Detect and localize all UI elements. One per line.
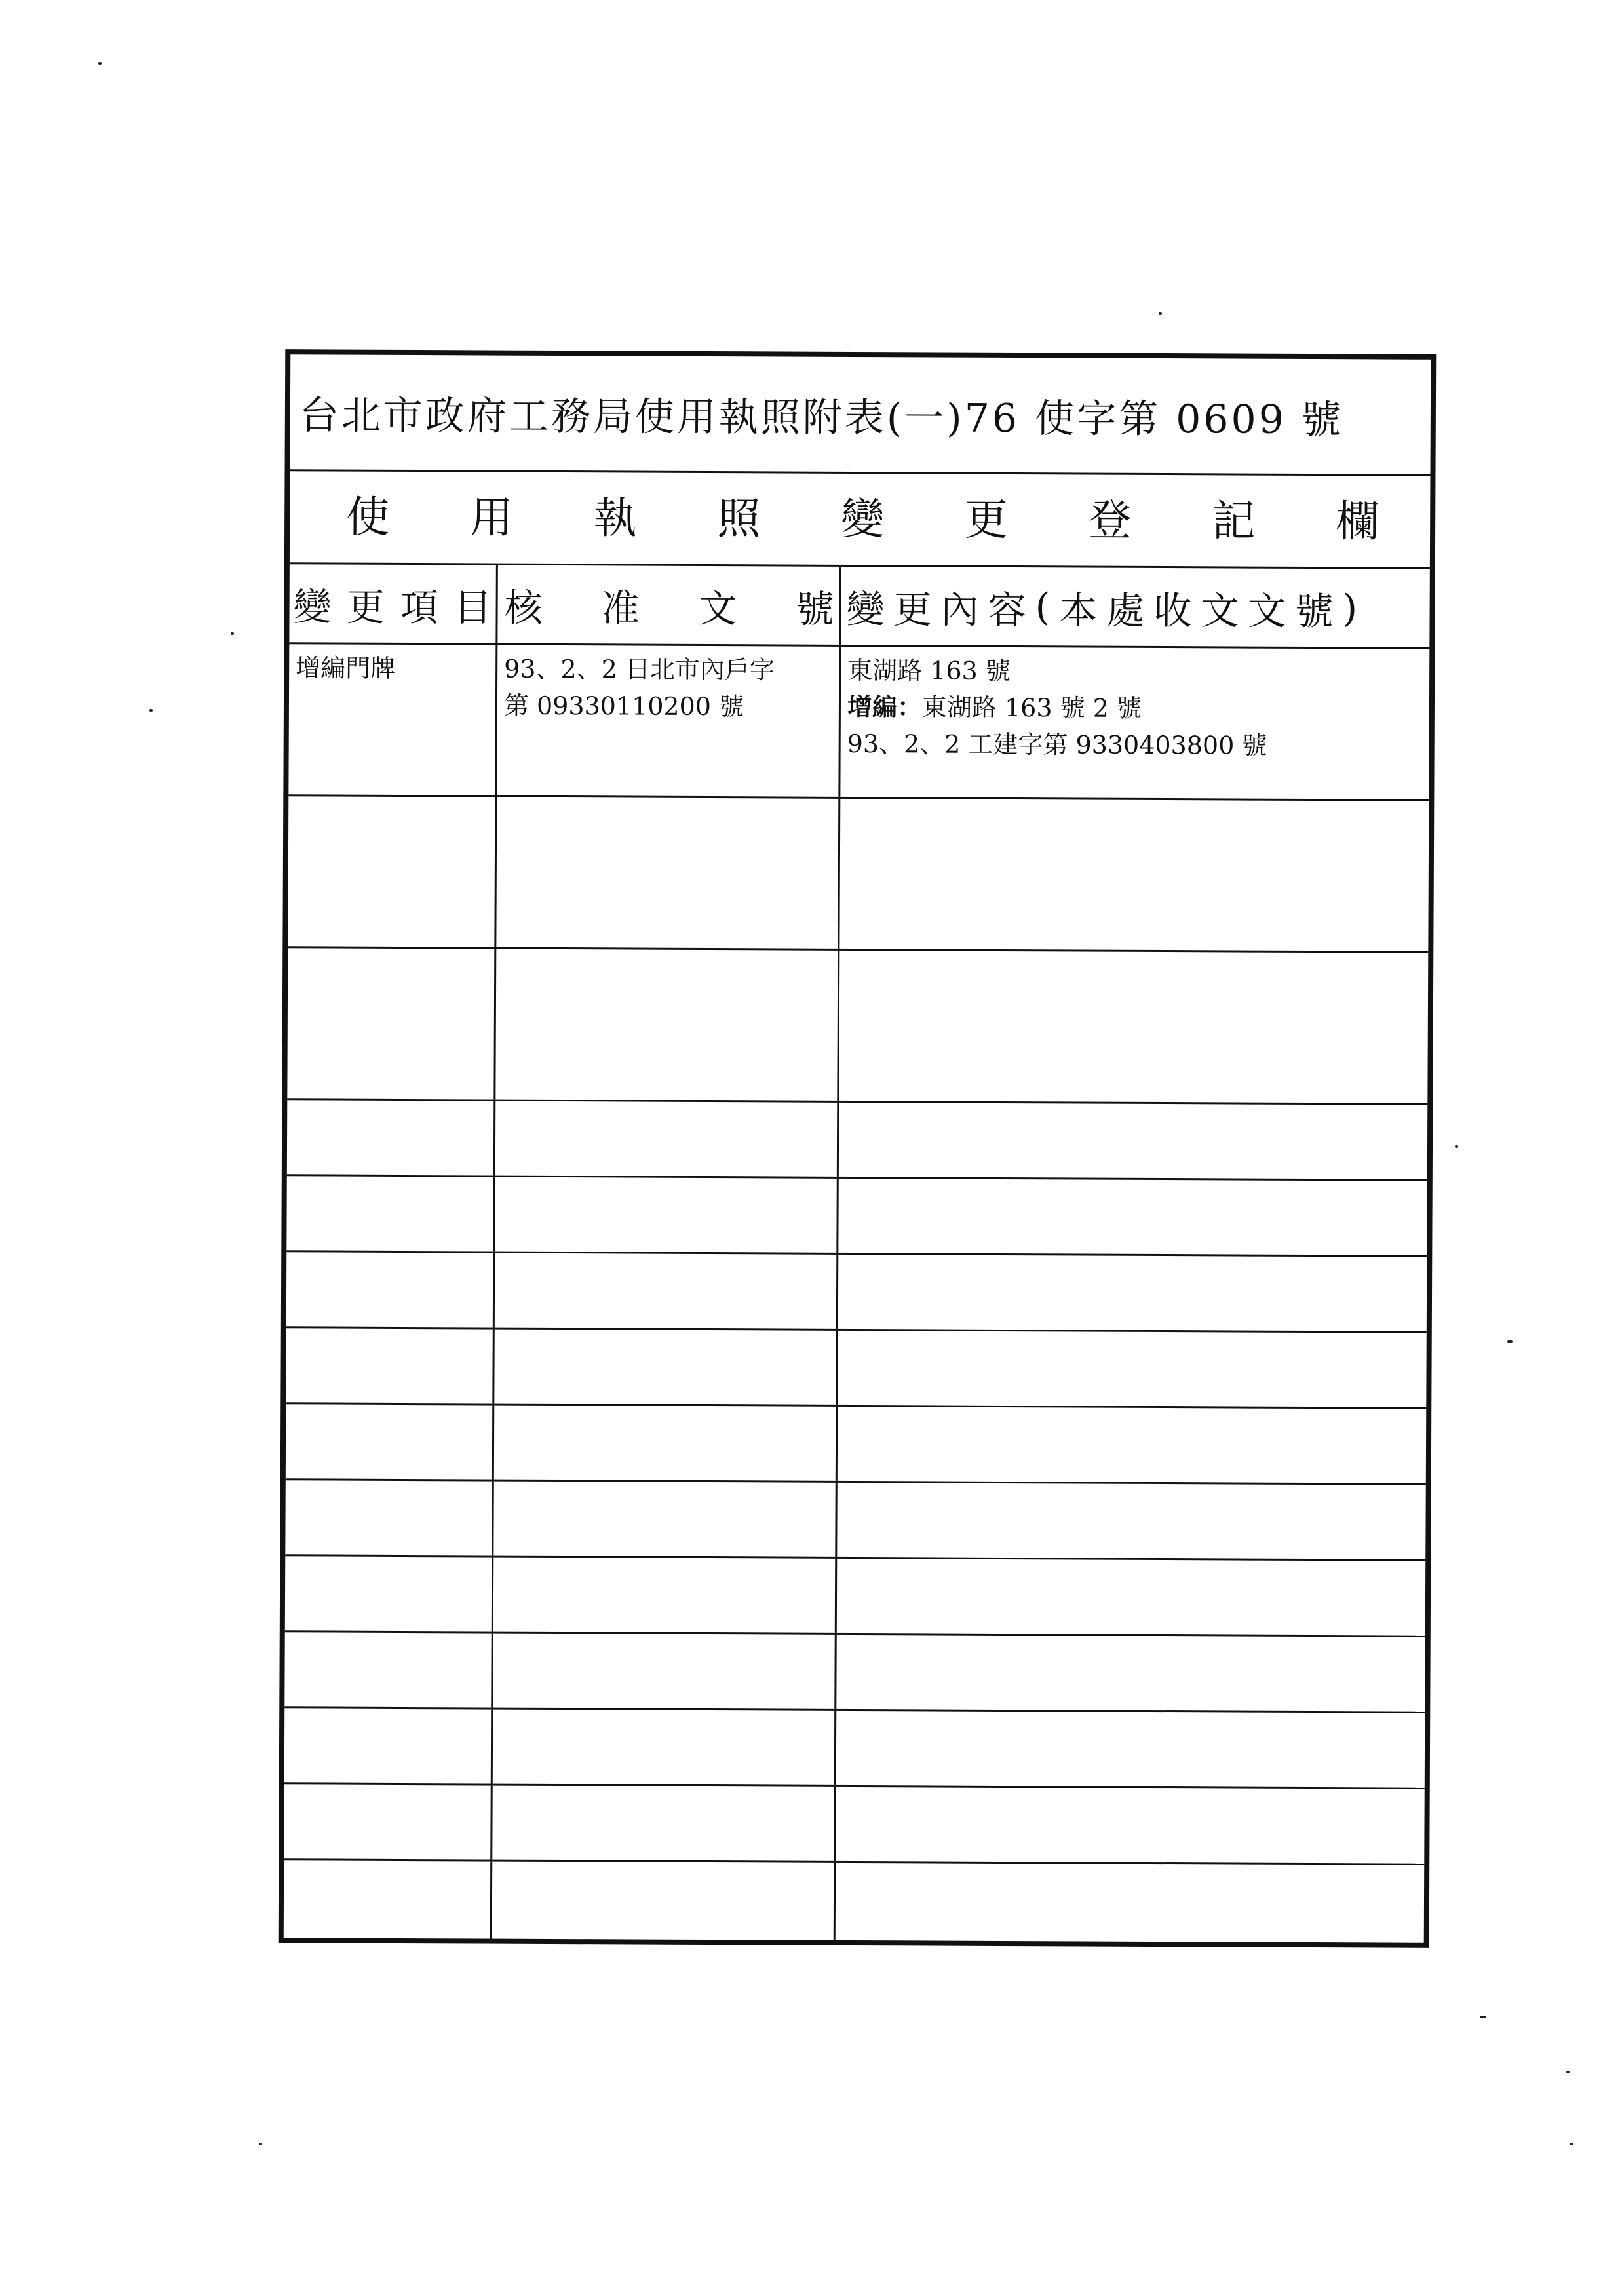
change-item-text: 增編門牌	[296, 653, 396, 683]
column-header-char: 准	[601, 585, 640, 631]
section-heading-char: 欄	[1336, 495, 1379, 546]
empty-cell	[288, 796, 497, 947]
scan-speck	[1507, 1340, 1513, 1343]
empty-cell	[286, 1252, 495, 1327]
empty-cell	[493, 1482, 837, 1557]
column-header-char: 本	[1059, 587, 1098, 633]
empty-cell	[838, 1255, 1427, 1331]
empty-cell	[839, 799, 1429, 951]
empty-cell	[838, 1331, 1426, 1407]
change-content-line: 93、2、2 工建字第 9330403800 號	[847, 729, 1267, 760]
empty-cell	[493, 1710, 836, 1785]
column-header-char: 目	[453, 584, 492, 630]
empty-cell	[493, 1634, 836, 1709]
empty-cell	[286, 1176, 495, 1251]
column-header-char: 更	[893, 586, 932, 632]
table-row	[286, 1328, 1426, 1409]
column-header-change-content	[841, 567, 1430, 647]
column-header-char: 號	[1295, 588, 1334, 634]
table-row	[285, 1480, 1425, 1561]
section-heading-char: 變	[841, 493, 885, 545]
empty-cell	[287, 948, 496, 1099]
column-header-approval-doc-no	[497, 565, 841, 645]
table-row	[287, 948, 1428, 1105]
table-row	[284, 1708, 1425, 1789]
change-register-table	[284, 564, 1430, 1943]
column-header-char: 文	[1201, 588, 1239, 634]
change-content-address: 東湖路 163 號 2 號	[921, 693, 1142, 723]
scan-speck	[98, 62, 102, 65]
change-item-cell	[288, 644, 497, 795]
column-header-change-item	[289, 564, 498, 643]
change-content-prefix: 增編：	[847, 692, 923, 722]
empty-cell	[836, 1635, 1425, 1712]
column-header-char: (	[1035, 584, 1051, 629]
empty-cell	[493, 1558, 837, 1633]
column-header-char: 變	[846, 586, 885, 632]
column-header-char: 處	[1106, 588, 1145, 633]
empty-cell	[838, 1179, 1427, 1255]
table-row	[284, 1632, 1425, 1713]
scan-speck	[1455, 1145, 1458, 1148]
empty-cell	[285, 1480, 493, 1555]
table-row	[286, 1252, 1427, 1333]
change-content-line	[847, 689, 1423, 728]
column-header-char: 文	[1248, 588, 1286, 634]
empty-cell	[495, 949, 839, 1101]
empty-cell	[495, 1177, 838, 1253]
form-title-row	[290, 354, 1431, 476]
column-header-char: 文	[699, 586, 737, 631]
change-content-cell	[840, 647, 1429, 799]
scan-speck	[259, 2143, 262, 2145]
section-heading-char: 照	[717, 493, 761, 544]
scan-speck	[1566, 2071, 1570, 2073]
column-header-char: 內	[940, 587, 979, 632]
column-header-char: 收	[1153, 588, 1192, 633]
empty-cell	[836, 1863, 1425, 1943]
empty-cell	[494, 1406, 838, 1481]
scan-speck	[1159, 312, 1162, 315]
empty-cell	[284, 1784, 492, 1859]
table-row	[288, 796, 1429, 953]
empty-cell	[838, 1407, 1426, 1483]
table-header-row	[289, 564, 1430, 649]
empty-cell	[284, 1708, 493, 1783]
empty-cell	[492, 1786, 836, 1861]
empty-cell	[284, 1632, 493, 1707]
column-header-char: 容	[988, 587, 1026, 632]
empty-cell	[839, 951, 1428, 1103]
empty-cell	[836, 1711, 1425, 1788]
approval-doc-no-line: 93、2、2 日北市內戶字	[504, 654, 775, 685]
section-heading-row	[290, 471, 1431, 569]
empty-cell	[836, 1787, 1424, 1864]
empty-cell	[284, 1860, 493, 1938]
form-title: 台北市政府工務局使用執照附表(一)76 使字第 0609 號	[299, 392, 1344, 443]
column-header-char: 更	[347, 584, 385, 630]
empty-cell	[839, 1103, 1427, 1179]
column-header-char: 項	[400, 584, 439, 630]
table-row	[286, 1404, 1426, 1485]
scan-speck	[1480, 2016, 1486, 2018]
column-header-char: 核	[504, 585, 543, 630]
table-row	[287, 1100, 1427, 1181]
scan-speck	[149, 709, 153, 712]
empty-cell	[494, 1330, 838, 1405]
scan-speck	[1570, 2143, 1573, 2145]
scan-speck	[231, 632, 234, 635]
column-header-char: )	[1342, 585, 1358, 630]
approval-doc-no-cell	[497, 645, 841, 797]
empty-cell	[837, 1559, 1425, 1636]
empty-cell	[286, 1404, 494, 1479]
table-row	[286, 1176, 1427, 1257]
section-heading-char: 登	[1088, 495, 1132, 546]
table-row	[285, 1556, 1425, 1637]
section-heading-char: 執	[593, 492, 637, 544]
section-heading-char: 更	[964, 494, 1009, 545]
table-row	[284, 1784, 1424, 1866]
table-row	[284, 1860, 1424, 1943]
empty-cell	[495, 1101, 839, 1177]
section-heading-char: 用	[469, 491, 514, 543]
table-row	[288, 644, 1429, 801]
column-header-char: 變	[293, 584, 332, 629]
empty-cell	[492, 1862, 836, 1940]
section-heading-char: 使	[346, 491, 390, 543]
empty-cell	[495, 1253, 838, 1329]
empty-cell	[837, 1483, 1425, 1559]
empty-cell	[287, 1100, 495, 1175]
section-heading-char: 記	[1212, 495, 1256, 546]
usage-license-change-form	[279, 349, 1437, 1948]
empty-cell	[496, 797, 840, 949]
empty-cell	[285, 1556, 493, 1631]
approval-doc-no-line: 第 09330110200 號	[503, 691, 744, 721]
empty-cell	[286, 1328, 494, 1403]
column-header-char: 號	[796, 586, 834, 632]
change-content-line: 東湖路 163 號	[847, 655, 1011, 686]
